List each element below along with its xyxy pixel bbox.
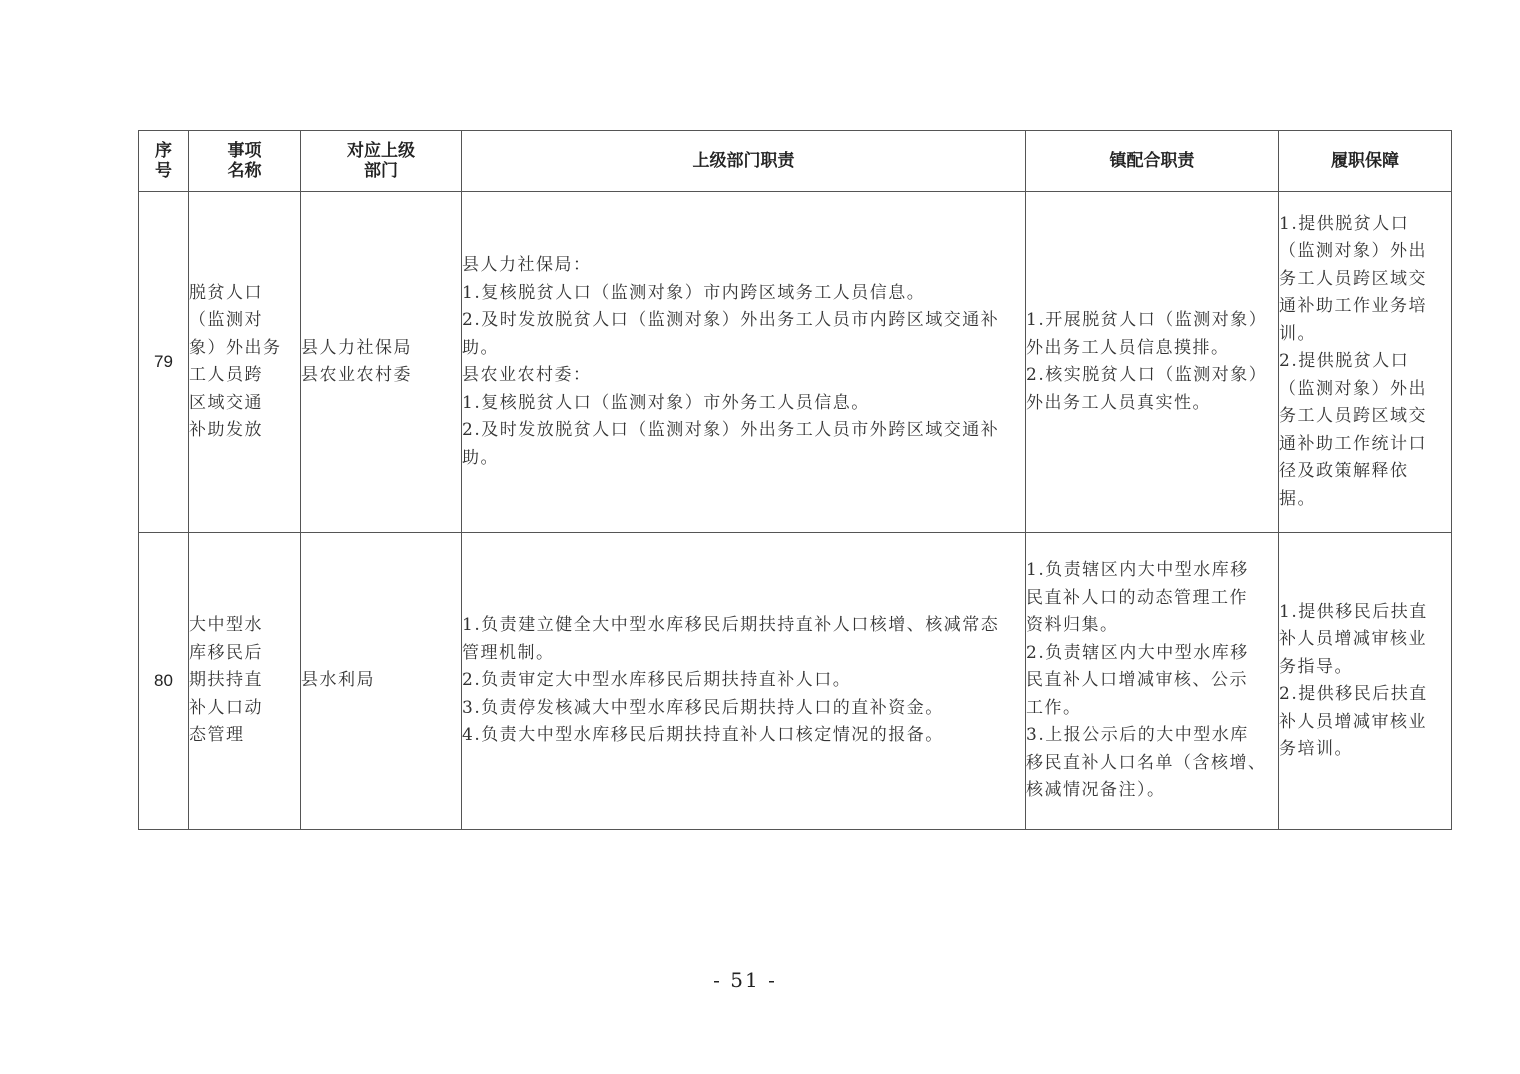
upper-duty-cell: 县人力社保局： 1.复核脱贫人口（监测对象）市内跨区域务工人员信息。 2.及时发放脱贫人口（监测对象）外出务工人员市内跨区域交通补 助。 县农业农村委： 1.复核脱贫人口（监测对象）市外务工人员信息。 2.及时发放脱贫人口（监测对象）外出务工人员市外跨区域交通补 助。 [462,192,1026,533]
upper-duty-cell: 1.负责建立健全大中型水库移民后期扶持直补人口核增、核减常态 管理机制。 2.负责审定大中型水库移民后期扶持直补人口。 3.负责停发核减大中型水库移民后期扶持人口的直补资金。 4.负责大中型水库移民后期扶持直补人口核定情况的报备。 [462,533,1026,830]
header-upper-duty: 上级部门职责 [462,131,1026,192]
guarantee-cell: 1.提供移民后扶直 补人员增减审核业 务指导。 2.提供移民后扶直 补人员增减审核业 务培训。 [1279,533,1452,830]
table-header-row [139,131,1452,192]
header-item-name: 事项 名称 [189,131,301,192]
upper-dept-cell: 县水利局 [301,533,462,830]
row-seq: 79 [139,192,189,533]
page-number: - 51 - [713,968,777,992]
item-name-cell: 大中型水 库移民后 期扶持直 补人口动 态管理 [189,533,301,830]
town-duty-cell: 1.负责辖区内大中型水库移 民直补人口的动态管理工作 资料归集。 2.负责辖区内大中型水库移 民直补人口增减审核、公示 工作。 3.上报公示后的大中型水库 移民直补人口名单（含核增、 核减情况备注）。 [1026,533,1279,830]
row-seq: 80 [139,533,189,830]
item-name-cell: 脱贫人口 （监测对 象）外出务 工人员跨 区域交通 补助发放 [189,192,301,533]
table-row [139,192,1452,533]
header-town-duty: 镇配合职责 [1026,131,1279,192]
header-upper-dept: 对应上级 部门 [301,131,462,192]
guarantee-cell: 1.提供脱贫人口 （监测对象）外出 务工人员跨区域交 通补助工作业务培 训。 2.提供脱贫人口 （监测对象）外出 务工人员跨区域交 通补助工作统计口 径及政策解释依 据。 [1279,192,1452,533]
duty-table-container [138,130,1451,830]
table-row [139,533,1452,830]
town-duty-cell: 1.开展脱贫人口（监测对象） 外出务工人员信息摸排。 2.核实脱贫人口（监测对象） 外出务工人员真实性。 [1026,192,1279,533]
duty-table [138,130,1452,830]
upper-dept-cell: 县人力社保局 县农业农村委 [301,192,462,533]
header-guarantee: 履职保障 [1279,131,1452,192]
header-seq: 序 号 [139,131,189,192]
